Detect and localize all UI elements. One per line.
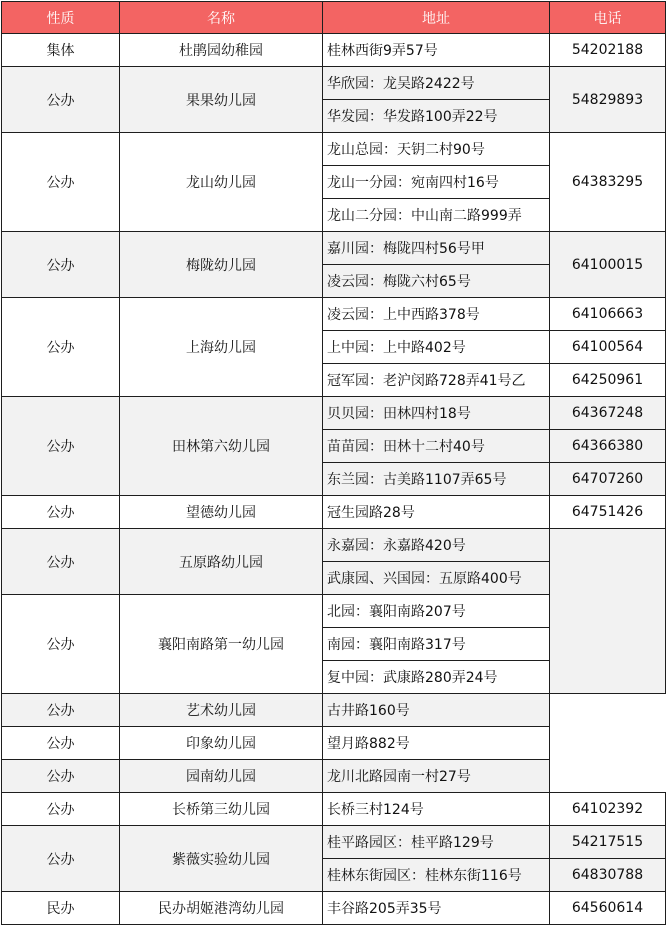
table-row <box>2 826 666 859</box>
cell-address: 桂林东街园区：桂林东街116号 <box>323 859 550 892</box>
cell-type: 公办 <box>2 826 120 892</box>
cell-name: 印象幼儿园 <box>120 727 323 760</box>
cell-phone: 64106663 <box>550 298 666 331</box>
table-row <box>2 892 666 925</box>
cell-name: 园南幼儿园 <box>120 760 323 793</box>
table-row <box>2 298 666 331</box>
cell-name: 艺术幼儿园 <box>120 694 323 727</box>
cell-name: 上海幼儿园 <box>120 298 323 397</box>
cell-name: 果果幼儿园 <box>120 67 323 133</box>
cell-phone: 54217515 <box>550 826 666 859</box>
cell-address: 龙山二分园：中山南二路999弄 <box>323 199 550 232</box>
cell-address: 贝贝园：田林四村18号 <box>323 397 550 430</box>
cell-phone: 64830788 <box>550 859 666 892</box>
cell-address: 龙山一分园：宛南四村16号 <box>323 166 550 199</box>
cell-address: 上中园：上中路402号 <box>323 331 550 364</box>
cell-phone: 64100015 <box>550 232 666 298</box>
cell-phone: 64383295 <box>550 133 666 232</box>
cell-phone: 64367248 <box>550 397 666 430</box>
header-address: 地址 <box>323 2 550 34</box>
cell-name: 田林第六幼儿园 <box>120 397 323 496</box>
table-row <box>2 496 666 529</box>
cell-phone: 64707260 <box>550 463 666 496</box>
table-header <box>2 2 666 34</box>
cell-type: 公办 <box>2 595 120 694</box>
cell-type: 公办 <box>2 760 120 793</box>
cell-address: 冠生园路28号 <box>323 496 550 529</box>
cell-type: 集体 <box>2 34 120 67</box>
cell-type: 公办 <box>2 67 120 133</box>
cell-type: 公办 <box>2 727 120 760</box>
cell-name: 紫薇实验幼儿园 <box>120 826 323 892</box>
cell-type: 公办 <box>2 694 120 727</box>
cell-phone: 54202188 <box>550 34 666 67</box>
cell-phone <box>550 529 666 694</box>
cell-address: 南园：襄阳南路317号 <box>323 628 550 661</box>
cell-address: 永嘉园：永嘉路420号 <box>323 529 550 562</box>
table-row <box>2 397 666 430</box>
cell-phone: 64751426 <box>550 496 666 529</box>
cell-address: 丰谷路205弄35号 <box>323 892 550 925</box>
cell-address: 复中园：武康路280弄24号 <box>323 661 550 694</box>
table-body <box>2 34 666 925</box>
table-row <box>2 67 666 100</box>
cell-type: 公办 <box>2 397 120 496</box>
cell-address: 桂林西街9弄57号 <box>323 34 550 67</box>
table-row <box>2 727 666 760</box>
cell-address: 武康园、兴国园：五原路400号 <box>323 562 550 595</box>
cell-name: 襄阳南路第一幼儿园 <box>120 595 323 694</box>
cell-type: 公办 <box>2 793 120 826</box>
cell-address: 凌云园：上中西路378号 <box>323 298 550 331</box>
cell-phone: 64560614 <box>550 892 666 925</box>
header-phone: 电话 <box>550 2 666 34</box>
cell-address: 桂平路园区：桂平路129号 <box>323 826 550 859</box>
cell-phone: 64366380 <box>550 430 666 463</box>
cell-phone: 54829893 <box>550 67 666 133</box>
table-row <box>2 760 666 793</box>
cell-name: 杜鹃园幼稚园 <box>120 34 323 67</box>
cell-address: 东兰园：古美路1107弄65号 <box>323 463 550 496</box>
cell-address: 望月路882号 <box>323 727 550 760</box>
cell-type: 公办 <box>2 496 120 529</box>
cell-name: 长桥第三幼儿园 <box>120 793 323 826</box>
cell-phone: 64250961 <box>550 364 666 397</box>
kindergarten-table <box>1 1 666 925</box>
cell-address: 龙山总园：天钥二村90号 <box>323 133 550 166</box>
cell-name: 梅陇幼儿园 <box>120 232 323 298</box>
cell-type: 公办 <box>2 529 120 595</box>
cell-type: 民办 <box>2 892 120 925</box>
cell-address: 凌云园：梅陇六村65号 <box>323 265 550 298</box>
cell-type: 公办 <box>2 232 120 298</box>
table-row <box>2 529 666 562</box>
cell-address: 嘉川园：梅陇四村56号甲 <box>323 232 550 265</box>
cell-address: 北园：襄阳南路207号 <box>323 595 550 628</box>
cell-type: 公办 <box>2 133 120 232</box>
table-row <box>2 694 666 727</box>
cell-address: 长桥三村124号 <box>323 793 550 826</box>
header-row <box>2 2 666 34</box>
cell-address: 华欣园：龙吴路2422号 <box>323 67 550 100</box>
table-row <box>2 232 666 265</box>
table-row <box>2 34 666 67</box>
table-row <box>2 793 666 826</box>
cell-name: 龙山幼儿园 <box>120 133 323 232</box>
table-row <box>2 133 666 166</box>
header-type: 性质 <box>2 2 120 34</box>
cell-phone: 64100564 <box>550 331 666 364</box>
cell-address: 古井路160号 <box>323 694 550 727</box>
cell-name: 民办胡姬港湾幼儿园 <box>120 892 323 925</box>
cell-name: 五原路幼儿园 <box>120 529 323 595</box>
header-name: 名称 <box>120 2 323 34</box>
cell-address: 苗苗园：田林十二村40号 <box>323 430 550 463</box>
cell-phone: 64102392 <box>550 793 666 826</box>
cell-address: 冠军园：老沪闵路728弄41号乙 <box>323 364 550 397</box>
cell-type: 公办 <box>2 298 120 397</box>
cell-address: 龙川北路园南一村27号 <box>323 760 550 793</box>
cell-name: 望德幼儿园 <box>120 496 323 529</box>
cell-address: 华发园：华发路100弄22号 <box>323 100 550 133</box>
